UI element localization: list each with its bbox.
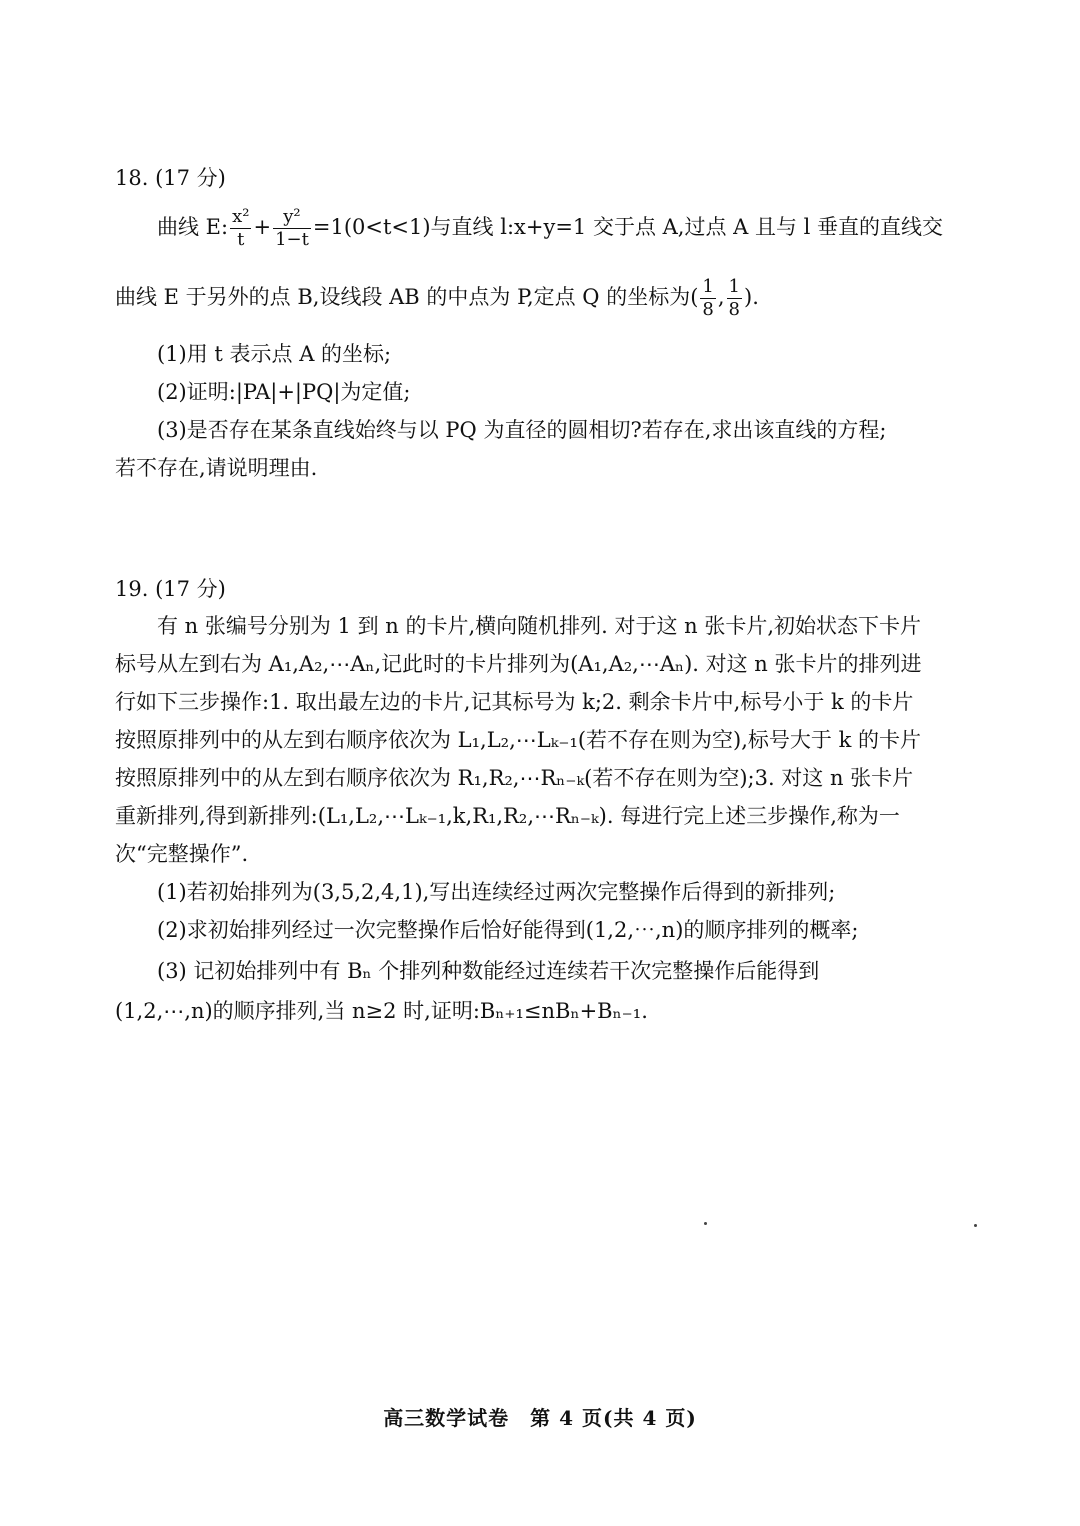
page-footer: 高三数学试卷 第 4 页(共 4 页) bbox=[383, 1406, 697, 1430]
q19-part3-line2: (1,2,⋯,n)的顺序排列,当 n≥2 时,证明:Bₙ₊₁≤nBₙ+Bₙ₋₁. bbox=[115, 999, 648, 1023]
scan-speck bbox=[974, 1224, 977, 1227]
scan-speck bbox=[704, 1222, 707, 1225]
q18-stem-c: 曲线 E 于另外的点 B,设线段 AB 的中点为 P,定点 Q 的坐标为( bbox=[115, 285, 699, 309]
q18-heading: 18. (17 分) bbox=[115, 166, 226, 190]
q19-part3-line1: (3) 记初始排列中有 Bₙ 个排列种数能经过连续若干次完整操作后能得到 bbox=[157, 959, 820, 983]
q19-part1: (1)若初始排列为(3,5,2,4,1),写出连续经过两次完整操作后得到的新排列; bbox=[157, 880, 836, 904]
q18-frac-y2-over-1-t: $\frac{\text{y²}}{1-t}$ bbox=[275, 206, 309, 250]
q18-part3-line1: (3)是否存在某条直线始终与以 PQ 为直径的圆相切?若存在,求出该直线的方程; bbox=[157, 418, 887, 442]
q18-stem-a: 曲线 E: bbox=[157, 215, 229, 239]
q18-stem-b: =1(0<t<1)与直线 l:x+y=1 交于点 A,过点 A 且与 l 垂直的直线交 bbox=[312, 215, 944, 239]
q19-stem-line5: 按照原排列中的从左到右顺序依次为 R₁,R₂,⋯Rₙ₋ₖ(若不存在则为空);3. 对这 n 张卡片 bbox=[115, 766, 914, 790]
q19-stem-line1: 有 n 张编号分别为 1 到 n 的卡片,横向随机排列. 对于这 n 张卡片,初始状态下卡片 bbox=[157, 614, 922, 638]
q18-frac-x2-over-t: $\frac{\text{x²}}{t}$ bbox=[232, 206, 250, 250]
q18-part1: (1)用 t 表示点 A 的坐标; bbox=[157, 342, 392, 366]
q18-frac-one-eighth-b: $\frac{1}{8}$ bbox=[728, 276, 740, 320]
q19-stem-line3: 行如下三步操作:1. 取出最左边的卡片,记其标号为 k;2. 剩余卡片中,标号小于 k 的卡片 bbox=[115, 690, 914, 714]
q18-stem-line2: 曲线 E 于另外的点 B,设线段 AB 的中点为 P,定点 Q 的坐标为( $\frac{1}{8}$ , $\frac{1}{8}$ ). bbox=[115, 276, 759, 320]
q19-stem-line2: 标号从左到右为 A₁,A₂,⋯Aₙ,记此时的卡片排列为(A₁,A₂,⋯Aₙ). 对这 n 张卡片的排列进 bbox=[115, 652, 922, 676]
q19-heading: 19. (17 分) bbox=[115, 577, 226, 601]
q18-stem-d: ). bbox=[744, 285, 759, 309]
q18-stem-line1: 曲线 E: $\frac{\text{x²}}{t}$ + $\frac{\text{y²}}{1-t}$ =1(0<t<1)与直线 l:x+y=1 交于点 A,过点 A 且与 l 垂直的直线交 bbox=[157, 206, 944, 250]
q19-part2: (2)求初始排列经过一次完整操作后恰好能得到(1,2,⋯,n)的顺序排列的概率; bbox=[157, 918, 859, 942]
q18-frac-one-eighth-a: $\frac{1}{8}$ bbox=[702, 276, 714, 320]
q19-stem-line6: 重新排列,得到新排列:(L₁,L₂,⋯Lₖ₋₁,k,R₁,R₂,⋯Rₙ₋ₖ). 每进行完上述三步操作,称为一 bbox=[115, 804, 900, 828]
q19-stem-line7: 次“完整操作”. bbox=[115, 842, 249, 866]
q18-part2: (2)证明:|PA|+|PQ|为定值; bbox=[157, 380, 411, 404]
q19-stem-line4: 按照原排列中的从左到右顺序依次为 L₁,L₂,⋯Lₖ₋₁(若不存在则为空),标号大于 k 的卡片 bbox=[115, 728, 921, 752]
q18-part3-line2: 若不存在,请说明理由. bbox=[115, 456, 318, 480]
